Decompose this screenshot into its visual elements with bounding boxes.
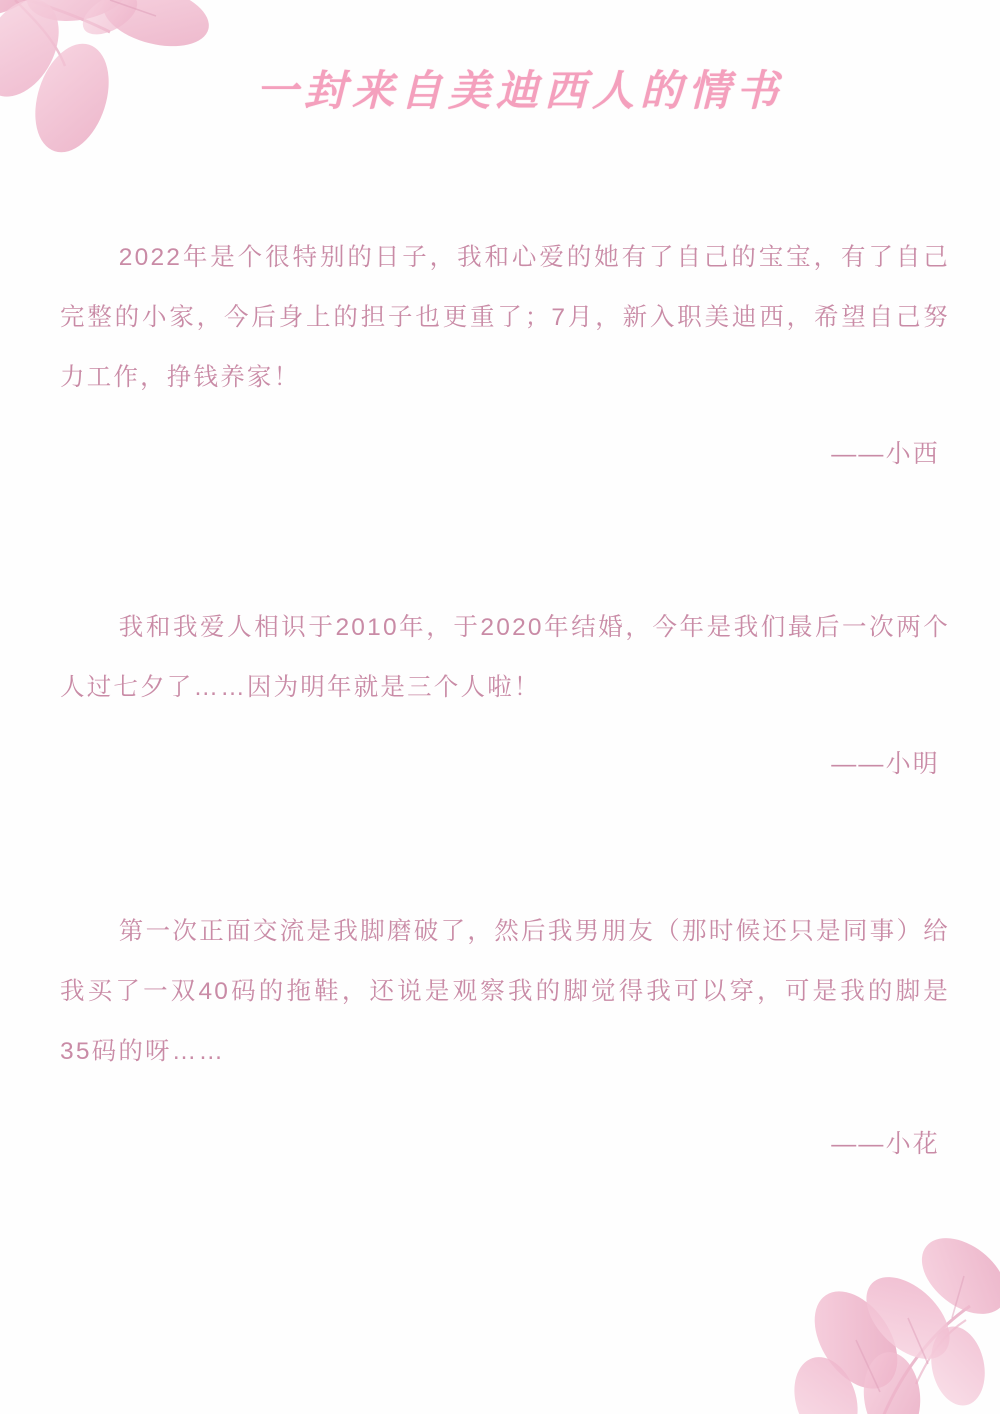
page-title-wrap — [0, 58, 1000, 118]
letter-entry — [40, 228, 960, 470]
letter-entry — [40, 598, 960, 780]
letter-signature: ——小花 — [831, 1130, 940, 1159]
letter-body: 2022年是个很特别的日子，我和心爱的她有了自己的宝宝，有了自己完整的小家，今后身上的担子也更重了；7月，新入职美迪西，希望自己努力工作，挣钱养家！ — [60, 244, 950, 392]
letter-body: 我和我爱人相识于2010年，于2020年结婚，今年是我们最后一次两个人过七夕了……因为明年就是三个人啦！ — [60, 614, 950, 702]
letters-container — [40, 228, 960, 1256]
letter-body: 第一次正面交流是我脚磨破了，然后我男朋友（那时候还只是同事）给我买了一双40码的拖鞋，还说是观察我的脚觉得我可以穿，可是我的脚是35码的呀…… — [60, 918, 950, 1066]
letter-signature: ——小明 — [831, 750, 940, 779]
letter-signature: ——小西 — [831, 440, 940, 469]
page-title: 一封来自美迪西人的情书 — [255, 66, 784, 115]
letter-entry — [40, 902, 960, 1160]
